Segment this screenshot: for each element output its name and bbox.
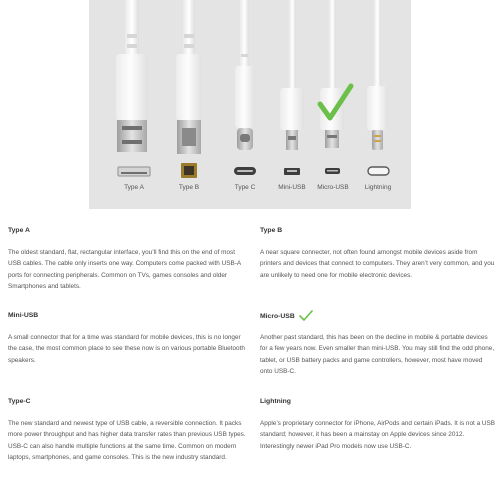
section-micro-usb (260, 310, 496, 378)
type-b-connector (176, 0, 202, 154)
section-title: Type A (8, 227, 30, 234)
port-label-type-b: Type B (178, 184, 200, 191)
mini-usb-port-icon (284, 168, 300, 175)
type-b-port-icon (181, 163, 197, 178)
section-mini-usb (8, 310, 246, 366)
lightning-connector (367, 0, 388, 150)
section-body: The new standard and newest type of USB cable, a reversible connection. It packs more power throughput and has higher data transfer rates than previous USB types. USB-C can also handle multiple functions at the same time. Common on modern laptops, smartphones, and game consoles. This is the new industry standard. (8, 420, 246, 462)
section-title: Type B (260, 227, 283, 234)
section-title: Lightning (260, 398, 291, 405)
section-body: The oldest standard, flat, rectangular interface, you’ll find this on the end of most USB cables. The cable only inserts one way. Computers come packed with USB-A ports for connecting peripherals. Common on TVs, games consoles and older Smartphones and tablets. (8, 249, 241, 291)
usb-connectors-illustration (89, 0, 411, 209)
port-label-micro-usb: Micro-USB (317, 184, 349, 191)
port-label-lightning: Lightning (364, 184, 392, 191)
check-icon (299, 310, 313, 322)
port-label-type-c: Type C (234, 184, 256, 191)
section-title-row (260, 310, 496, 322)
type-c-port-icon (234, 167, 256, 175)
mini-usb-connector (280, 0, 304, 150)
section-title: Type-C (8, 398, 31, 405)
section-type-b (260, 225, 496, 281)
usb-connectors-image (89, 0, 411, 209)
section-body: A near square connecter, not often found amongst mobile devices aside from printers and devices that connect to computers. They aren’t very common, and you are unlikely to need one for mobile electronic devices. (260, 249, 495, 279)
micro-usb-port-icon (325, 168, 340, 174)
section-body: Another past standard, this has been on the decline in mobile & portable devices for a few years now. Even smaller than mini-USB. You may still find the odd phone, tablet, or USB battery packs and game controllers, however, most have moved onto USB-C. (260, 334, 495, 376)
section-lightning (260, 396, 496, 452)
section-body: A small connector that for a time was standard for mobile devices, this is no longer the case, the most common place to see these now is on various portable Bluetooth speakers. (8, 334, 245, 364)
section-type-c (8, 396, 246, 464)
micro-usb-connector (320, 0, 351, 148)
lightning-port-icon (368, 167, 389, 175)
type-c-connector (235, 0, 255, 150)
type-a-port-icon (118, 167, 150, 176)
section-type-a (8, 225, 246, 293)
section-title: Micro-USB (260, 312, 295, 320)
section-body: Apple’s proprietary connector for iPhone, AirPods and certain iPads. It is not a USB standard; however, it has been a mainstay on Apple devices since 2012. Interestingly newer iPad Pro models now use USB-C. (260, 420, 496, 450)
section-title: Mini-USB (8, 312, 39, 319)
type-a-connector (116, 0, 148, 152)
port-label-mini-usb: Mini-USB (278, 184, 306, 191)
port-label-type-a: Type A (124, 184, 144, 191)
